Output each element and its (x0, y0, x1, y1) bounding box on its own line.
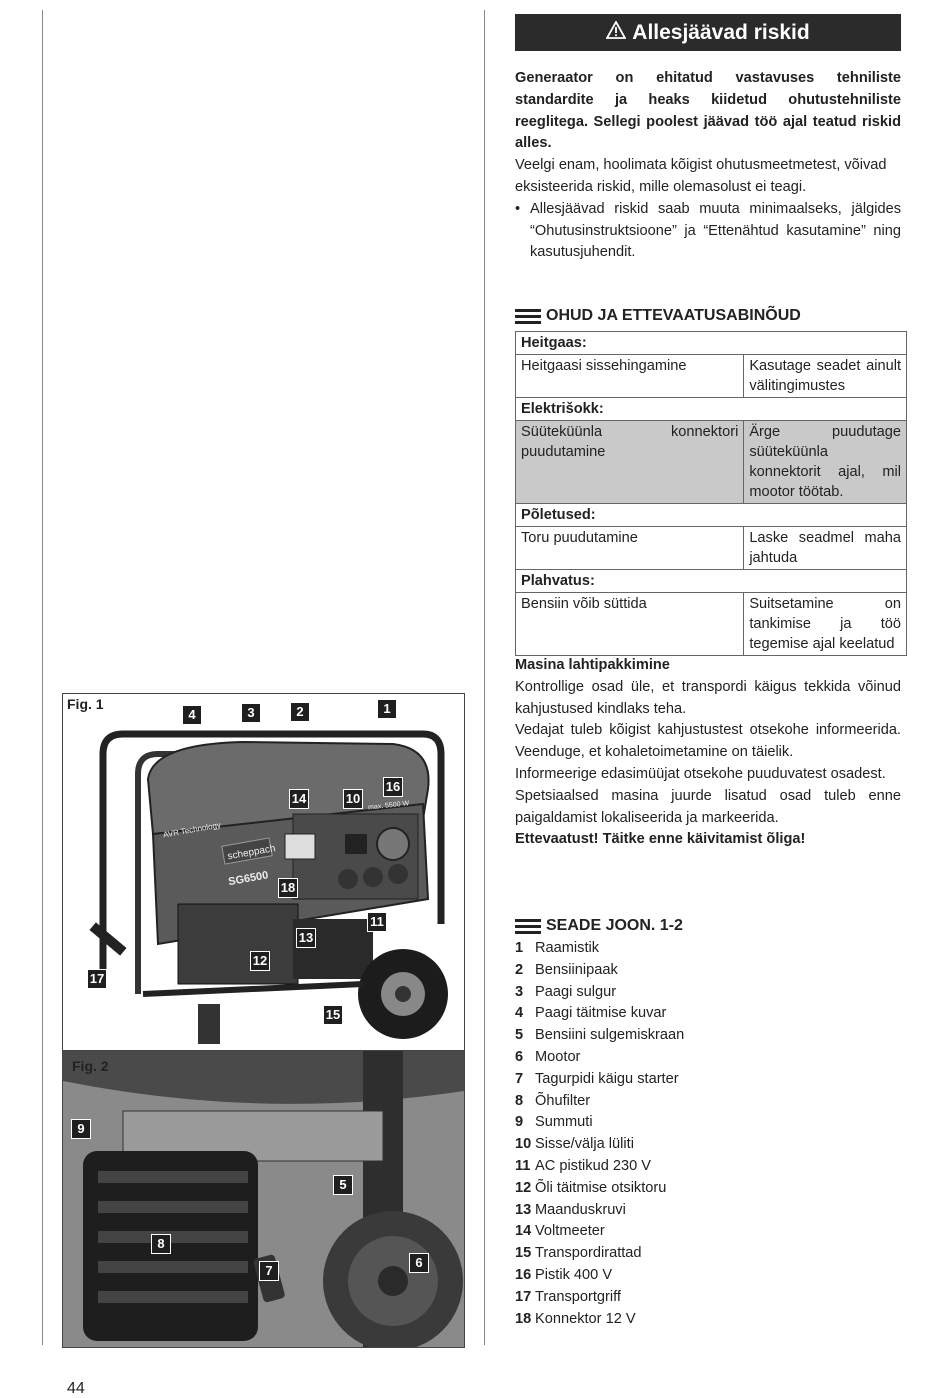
callout-16: 16 (383, 777, 403, 797)
part-number: 9 (515, 1114, 524, 1131)
part-list-item (515, 938, 684, 960)
part-label: Maanduskruvi (535, 1201, 626, 1218)
column-divider-rule (484, 10, 485, 1345)
part-list-item (515, 1243, 684, 1265)
part-number: 2 (515, 961, 524, 978)
part-label: Paagi täitmise kuvar (535, 1005, 667, 1022)
engine-closeup-illustration (63, 1051, 464, 1347)
max-watt-text: max. 5500 W (367, 800, 410, 812)
part-number: 18 (515, 1310, 532, 1327)
measure-cell: Kasutage seadet ainult välitingimustes (744, 355, 907, 398)
part-label: Raamistik (535, 940, 600, 956)
generator-illustration (63, 694, 464, 1051)
residual-risks-bullet-text: Allesjäävad riskid saab muuta minimaalseks, jälgides “Ohutusinstruktsioone” ja “Ettenähtud kasutamine” ning kasutusjuhendit. (530, 200, 901, 261)
callout-8: 8 (151, 1234, 171, 1254)
part-list-item (515, 1025, 684, 1047)
hazard-group-heading: Elektrišokk: (516, 398, 907, 421)
part-list-item (515, 1134, 684, 1156)
unpacking-p1: Kontrollige osad üle, et transpordi käigus tekkida võinud kahjustused kindlaks teha. (515, 678, 901, 717)
unpacking-warning: Ettevaatust! Täitke enne käivitamist õliga! (515, 831, 806, 848)
hazard-group-heading: Põletused: (516, 504, 907, 527)
device-heading (515, 917, 683, 935)
callout-4: 4 (182, 705, 202, 725)
hazards-heading (515, 307, 801, 325)
figure-2 (62, 1050, 465, 1348)
part-number: 13 (515, 1201, 532, 1218)
unpacking-p4: Spetsiaalsed masina juurde lisatud osad tuleb enne paigaldamist lokaliseerida ja markeerida. (515, 787, 901, 826)
part-number: 6 (515, 1048, 524, 1065)
part-number: 12 (515, 1179, 532, 1196)
hazard-cell: Bensiin võib süttida (516, 593, 744, 656)
part-number: 10 (515, 1136, 532, 1153)
hazard-cell: Süüteküünla konnektori puudutamine (516, 421, 744, 504)
callout-2: 2 (290, 702, 310, 722)
hazard-cell: Heitgaasi sissehingamine (516, 355, 744, 398)
part-number: 17 (515, 1288, 532, 1305)
part-list-item (515, 1265, 684, 1287)
avr-text: AVR Technology (162, 820, 222, 840)
hazard-group-heading: Heitgaas: (516, 332, 907, 355)
part-list-item (515, 960, 684, 982)
warning-triangle-icon (606, 21, 626, 45)
part-list-item (515, 1200, 684, 1222)
part-label: Voltmeeter (535, 1223, 605, 1240)
hazard-row (516, 593, 907, 656)
part-label: AC pistikud 230 V (535, 1157, 652, 1174)
callout-18: 18 (278, 878, 298, 898)
measure-cell: Suitsetamine on tankimise ja töö tegemise ajal keelatud (744, 593, 907, 656)
figure-1 (62, 693, 465, 1052)
callout-7: 7 (259, 1261, 279, 1281)
hazard-row (516, 355, 907, 398)
part-label: Tagurpidi käigu starter (535, 1070, 679, 1087)
parts-list (515, 938, 684, 1330)
unpacking-p2: Vedajat tuleb kõigist kahjustustest otsekohe informeerida. Veenduge, et kohaletoimetamine on täielik. (515, 722, 901, 761)
part-number: 1 (515, 940, 524, 956)
hazards-title: OHUD JA ETTEVAATUSABINÕUD (546, 307, 801, 324)
part-label: Õli täitmise otsiktoru (535, 1179, 667, 1196)
callout-17: 17 (87, 969, 107, 989)
residual-risks-title: Allesjäävad riskid (632, 20, 810, 44)
hazard-group-heading: Plahvatus: (516, 570, 907, 593)
part-number: 3 (515, 983, 524, 1000)
part-number: 5 (515, 1027, 524, 1044)
part-label: Õhufilter (535, 1092, 591, 1109)
residual-risks-body (515, 68, 901, 264)
figure-2-label: Fig. 2 (72, 1058, 109, 1074)
callout-5: 5 (333, 1175, 353, 1195)
callout-6: 6 (409, 1253, 429, 1273)
part-label: Bensiini sulgemiskraan (535, 1027, 685, 1044)
section-bars-icon (515, 919, 541, 934)
device-title: SEADE JOON. 1-2 (546, 917, 683, 934)
part-list-item (515, 1156, 684, 1178)
callout-9: 9 (71, 1119, 91, 1139)
section-bars-icon (515, 309, 541, 324)
residual-risks-intro-bold: Generaator on ehitatud vastavuses tehniliste standardite ja heaks kiidetud ohutustehniliste reeglitega. Sellegi poolest jäävad töö ajal teatud riskid alles. (515, 70, 901, 152)
brand-text: scheppach (226, 843, 277, 863)
part-label: Paagi sulgur (535, 983, 617, 1000)
callout-13: 13 (296, 928, 316, 948)
part-label: Transportgriff (535, 1288, 621, 1305)
callout-1: 1 (377, 699, 397, 719)
left-margin-rule (42, 10, 43, 1345)
callout-12: 12 (250, 951, 270, 971)
measure-cell: Ärge puudutage süüteküünla konnektorit ajal, mil mootor töötab. (744, 421, 907, 504)
part-number: 16 (515, 1266, 532, 1283)
hazard-row (516, 527, 907, 570)
callout-3: 3 (241, 703, 261, 723)
page-number: 44 (67, 1380, 85, 1397)
part-number: 14 (515, 1223, 532, 1240)
part-label: Transpordirattad (535, 1245, 642, 1262)
unpacking-title: Masina lahtipakkimine (515, 657, 670, 673)
part-list-item (515, 1309, 684, 1331)
model-text: SG6500 (227, 869, 270, 889)
part-label: Sisse/välja lüliti (535, 1136, 634, 1153)
part-number: 8 (515, 1092, 524, 1109)
callout-10: 10 (343, 789, 363, 809)
part-list-item (515, 1003, 684, 1025)
callout-14: 14 (289, 789, 309, 809)
unpacking-p3: Informeerige edasimüüjat otsekohe puuduvatest osadest. (515, 765, 886, 782)
part-label: Bensiinipaak (535, 961, 618, 978)
callout-15: 15 (323, 1005, 343, 1025)
part-number: 11 (515, 1157, 531, 1174)
part-label: Pistik 400 V (535, 1266, 613, 1283)
part-label: Mootor (535, 1048, 581, 1065)
part-number: 4 (515, 1005, 524, 1022)
unpacking-section (515, 655, 901, 851)
part-list-item (515, 1287, 684, 1309)
part-list-item (515, 1091, 684, 1113)
figure-1-label: Fig. 1 (67, 696, 104, 712)
part-list-item (515, 1221, 684, 1243)
measure-cell: Laske seadmel maha jahtuda (744, 527, 907, 570)
part-list-item (515, 1178, 684, 1200)
part-number: 7 (515, 1070, 524, 1087)
hazard-cell: Toru puudutamine (516, 527, 744, 570)
residual-risks-banner (515, 14, 901, 51)
part-list-item (515, 1069, 684, 1091)
part-label: Summuti (535, 1114, 593, 1131)
hazards-table (515, 331, 907, 656)
callout-11: 11 (367, 912, 387, 932)
hazard-row (516, 421, 907, 504)
residual-risks-bullet: • Allesjäävad riskid saab muuta minimaalseks, jälgides “Ohutusinstruktsioone” ja “Ettenähtud kasutamine” ning kasutusjuhendit. (515, 200, 901, 261)
residual-risks-intro: Veelgi enam, hoolimata kõigist ohutusmeetmetest, võivad eksisteerida riskid, mille olemasolust ei teagi. (515, 157, 887, 195)
part-list-item (515, 982, 684, 1004)
part-list-item (515, 1112, 684, 1134)
part-label: Konnektor 12 V (535, 1310, 636, 1327)
part-number: 15 (515, 1245, 532, 1262)
part-list-item (515, 1047, 684, 1069)
